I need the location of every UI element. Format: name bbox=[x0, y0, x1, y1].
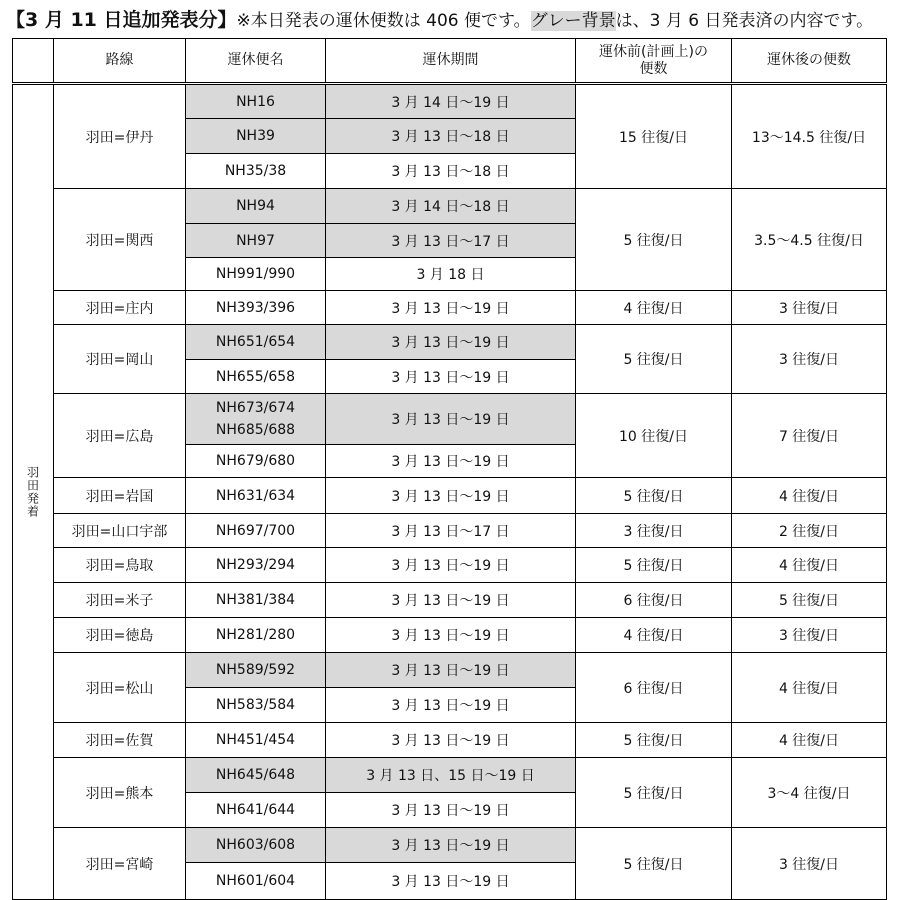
flight-cell: NH679/680 bbox=[186, 445, 326, 478]
flight-cell: NH655/658 bbox=[186, 360, 326, 394]
after-count-cell: 3 往復/日 bbox=[732, 325, 887, 394]
flight-cell: NH451/454 bbox=[186, 723, 326, 758]
flight-cell: NH645/648 bbox=[186, 758, 326, 793]
flight-cell: NH35/38 bbox=[186, 154, 326, 189]
table-row bbox=[13, 618, 887, 653]
heading-note-tail: は、3 月 6 日発表済の内容です。 bbox=[615, 11, 874, 31]
period-cell: 3 月 13 日～19 日 bbox=[326, 828, 576, 863]
after-count-cell: 3.5～4.5 往復/日 bbox=[732, 189, 887, 291]
flight-cell: NH381/384 bbox=[186, 583, 326, 618]
period-cell: 3 月 13 日～18 日 bbox=[326, 119, 576, 154]
flight-cell: NH603/608 bbox=[186, 828, 326, 863]
after-count-cell: 7 往復/日 bbox=[732, 394, 887, 478]
period-cell: 3 月 13 日～19 日 bbox=[326, 445, 576, 478]
table-row bbox=[13, 478, 887, 514]
period-cell: 3 月 13 日～19 日 bbox=[326, 793, 576, 828]
flight-cell: NH281/280 bbox=[186, 618, 326, 653]
heading-note-gray-sample: グレー背景 bbox=[530, 11, 616, 31]
route-cell: 羽田=鳥取 bbox=[54, 548, 186, 583]
table-row bbox=[13, 291, 887, 325]
header-spacer bbox=[13, 39, 54, 84]
route-cell: 羽田=松山 bbox=[54, 653, 186, 723]
table-row bbox=[13, 84, 887, 119]
after-count-cell: 4 往復/日 bbox=[732, 478, 887, 514]
period-cell: 3 月 13 日～19 日 bbox=[326, 688, 576, 723]
period-cell: 3 月 13 日、15 日～19 日 bbox=[326, 758, 576, 793]
before-count-cell: 5 往復/日 bbox=[576, 189, 732, 291]
route-cell: 羽田=佐賀 bbox=[54, 723, 186, 758]
table-row bbox=[13, 758, 887, 793]
after-count-cell: 5 往復/日 bbox=[732, 583, 887, 618]
period-cell: 3 月 13 日～19 日 bbox=[326, 583, 576, 618]
after-count-cell: 3～4 往復/日 bbox=[732, 758, 887, 828]
after-count-cell: 4 往復/日 bbox=[732, 723, 887, 758]
table-row bbox=[13, 514, 887, 548]
after-count-cell: 4 往復/日 bbox=[732, 653, 887, 723]
route-cell: 羽田=岩国 bbox=[54, 478, 186, 514]
after-count-cell: 13～14.5 往復/日 bbox=[732, 84, 887, 189]
flight-cell: NH583/584 bbox=[186, 688, 326, 723]
before-count-cell: 4 往復/日 bbox=[576, 291, 732, 325]
table-body bbox=[13, 84, 887, 900]
table-row bbox=[13, 583, 887, 618]
route-cell: 羽田=宮崎 bbox=[54, 828, 186, 900]
table-row bbox=[13, 828, 887, 863]
flight-cell: NH97 bbox=[186, 224, 326, 258]
before-count-cell: 3 往復/日 bbox=[576, 514, 732, 548]
after-count-cell: 3 往復/日 bbox=[732, 618, 887, 653]
header-row bbox=[13, 39, 887, 84]
after-count-cell: 3 往復/日 bbox=[732, 291, 887, 325]
before-count-cell: 5 往復/日 bbox=[576, 723, 732, 758]
flight-line: NH685/688 bbox=[215, 422, 296, 438]
route-cell: 羽田=米子 bbox=[54, 583, 186, 618]
header-period: 運休期間 bbox=[326, 39, 576, 84]
period-cell: 3 月 13 日～19 日 bbox=[326, 653, 576, 688]
flight-cell: NH641/644 bbox=[186, 793, 326, 828]
after-count-cell: 2 往復/日 bbox=[732, 514, 887, 548]
flight-cell: NH589/592 bbox=[186, 653, 326, 688]
route-cell: 羽田=徳島 bbox=[54, 618, 186, 653]
period-cell: 3 月 13 日～19 日 bbox=[326, 618, 576, 653]
heading-title: 【3 月 11 日追加発表分】 bbox=[6, 9, 237, 31]
route-cell: 羽田=熊本 bbox=[54, 758, 186, 828]
before-count-cell: 5 往復/日 bbox=[576, 325, 732, 394]
heading-note: ※本日発表の運休便数は 406 便です。 bbox=[236, 11, 531, 31]
before-count-cell: 10 往復/日 bbox=[576, 394, 732, 478]
period-cell: 3 月 13 日～19 日 bbox=[326, 360, 576, 394]
header-before-line2: 便数 bbox=[639, 60, 668, 77]
header-before bbox=[576, 39, 732, 84]
before-count-cell: 15 往復/日 bbox=[576, 84, 732, 189]
period-cell: 3 月 13 日～19 日 bbox=[326, 478, 576, 514]
page-heading bbox=[6, 4, 873, 36]
route-cell: 羽田=関西 bbox=[54, 189, 186, 291]
before-count-cell: 4 往復/日 bbox=[576, 618, 732, 653]
flight-line: NH673/674 bbox=[215, 400, 296, 416]
flight-cell: NH651/654 bbox=[186, 325, 326, 360]
before-count-cell: 6 往復/日 bbox=[576, 583, 732, 618]
side-label: 羽田発着 bbox=[13, 84, 54, 900]
table-row bbox=[13, 189, 887, 224]
after-count-cell: 4 往復/日 bbox=[732, 548, 887, 583]
table-row bbox=[13, 325, 887, 360]
period-cell: 3 月 14 日～19 日 bbox=[326, 84, 576, 119]
period-cell: 3 月 18 日 bbox=[326, 258, 576, 291]
flight-cell: NH293/294 bbox=[186, 548, 326, 583]
period-cell: 3 月 13 日～19 日 bbox=[326, 394, 576, 445]
period-cell: 3 月 13 日～19 日 bbox=[326, 325, 576, 360]
flight-cell: NH94 bbox=[186, 189, 326, 224]
before-count-cell: 5 往復/日 bbox=[576, 548, 732, 583]
header-before-line1: 運休前(計画上)の bbox=[599, 43, 708, 60]
period-cell: 3 月 13 日～19 日 bbox=[326, 291, 576, 325]
period-cell: 3 月 13 日～18 日 bbox=[326, 154, 576, 189]
table-row bbox=[13, 723, 887, 758]
before-count-cell: 5 往復/日 bbox=[576, 828, 732, 900]
table-row bbox=[13, 548, 887, 583]
period-cell: 3 月 13 日～19 日 bbox=[326, 548, 576, 583]
period-cell: 3 月 13 日～19 日 bbox=[326, 863, 576, 900]
suspension-table bbox=[12, 38, 887, 900]
before-count-cell: 5 往復/日 bbox=[576, 478, 732, 514]
table-row bbox=[13, 394, 887, 445]
period-cell: 3 月 14 日～18 日 bbox=[326, 189, 576, 224]
header-after: 運休後の便数 bbox=[732, 39, 887, 84]
flight-cell: NH991/990 bbox=[186, 258, 326, 291]
route-cell: 羽田=山口宇部 bbox=[54, 514, 186, 548]
before-count-cell: 6 往復/日 bbox=[576, 653, 732, 723]
route-cell: 羽田=岡山 bbox=[54, 325, 186, 394]
flight-cell bbox=[186, 394, 326, 445]
flight-cell: NH697/700 bbox=[186, 514, 326, 548]
header-flight: 運休便名 bbox=[186, 39, 326, 84]
period-cell: 3 月 13 日～17 日 bbox=[326, 514, 576, 548]
flight-cell: NH16 bbox=[186, 84, 326, 119]
route-cell: 羽田=伊丹 bbox=[54, 84, 186, 189]
period-cell: 3 月 13 日～19 日 bbox=[326, 723, 576, 758]
route-cell: 羽田=広島 bbox=[54, 394, 186, 478]
table-row bbox=[13, 653, 887, 688]
flight-cell: NH39 bbox=[186, 119, 326, 154]
after-count-cell: 3 往復/日 bbox=[732, 828, 887, 900]
route-cell: 羽田=庄内 bbox=[54, 291, 186, 325]
before-count-cell: 5 往復/日 bbox=[576, 758, 732, 828]
flight-cell: NH393/396 bbox=[186, 291, 326, 325]
header-route: 路線 bbox=[54, 39, 186, 84]
flight-cell: NH601/604 bbox=[186, 863, 326, 900]
flight-cell: NH631/634 bbox=[186, 478, 326, 514]
period-cell: 3 月 13 日～17 日 bbox=[326, 224, 576, 258]
